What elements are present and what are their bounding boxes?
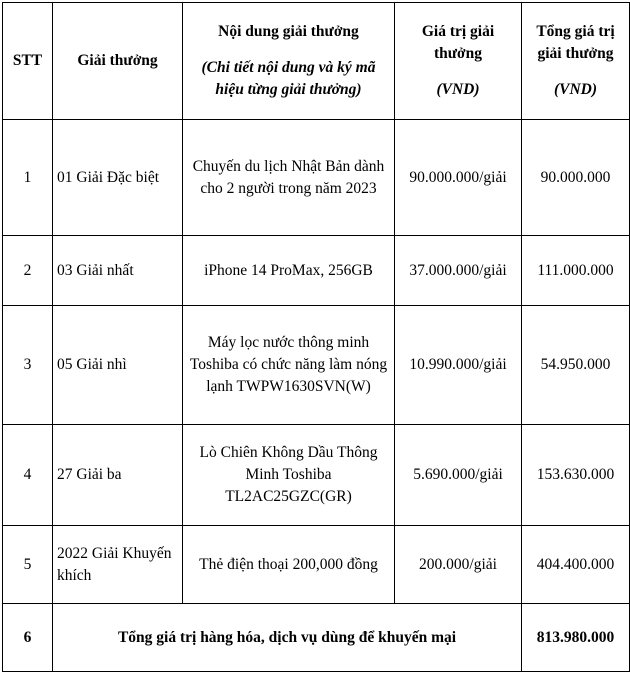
row-stt: 1 bbox=[3, 120, 53, 236]
total-row bbox=[3, 604, 630, 672]
table-row bbox=[3, 526, 630, 604]
header-content-note: (Chi tiết nội dung và ký mã hiệu từng giải thưởng) bbox=[201, 59, 376, 98]
header-row bbox=[3, 3, 630, 120]
row-total-value: 153.630.000 bbox=[522, 425, 630, 526]
row-stt: 4 bbox=[3, 425, 53, 526]
table-row bbox=[3, 236, 630, 306]
row-content: iPhone 14 ProMax, 256GB bbox=[183, 236, 395, 306]
row-prize: 05 Giải nhì bbox=[53, 306, 183, 425]
header-total-value bbox=[522, 3, 630, 120]
row-prize: 27 Giải ba bbox=[53, 425, 183, 526]
header-stt: STT bbox=[3, 3, 53, 120]
header-content bbox=[183, 3, 395, 120]
row-prize: 01 Giải Đặc biệt bbox=[53, 120, 183, 236]
row-unit-value: 5.690.000/giải bbox=[395, 425, 522, 526]
prize-table bbox=[2, 2, 630, 672]
row-unit-value: 200.000/giải bbox=[395, 526, 522, 604]
row-content: Lò Chiên Không Dầu Thông Minh Toshiba TL2AC25GZC(GR) bbox=[183, 425, 395, 526]
header-total-value-currency: (VND) bbox=[553, 81, 598, 98]
row-prize: 2022 Giải Khuyến khích bbox=[53, 526, 183, 604]
row-prize: 03 Giải nhất bbox=[53, 236, 183, 306]
header-total-value-title: Tổng giá trị giải thưởng bbox=[536, 23, 615, 62]
total-row-stt: 6 bbox=[3, 604, 53, 672]
row-unit-value: 10.990.000/giải bbox=[395, 306, 522, 425]
row-stt: 3 bbox=[3, 306, 53, 425]
row-unit-value: 37.000.000/giải bbox=[395, 236, 522, 306]
row-content: Thẻ điện thoại 200,000 đồng bbox=[183, 526, 395, 604]
row-total-value: 111.000.000 bbox=[522, 236, 630, 306]
table-row bbox=[3, 425, 630, 526]
row-content: Chuyến du lịch Nhật Bản dành cho 2 người trong năm 2023 bbox=[183, 120, 395, 236]
table-row bbox=[3, 306, 630, 425]
row-stt: 5 bbox=[3, 526, 53, 604]
row-stt: 2 bbox=[3, 236, 53, 306]
total-row-label: Tổng giá trị hàng hóa, dịch vụ dùng để khuyến mại bbox=[53, 604, 522, 672]
header-unit-value-title: Giá trị giải thưởng bbox=[421, 23, 495, 62]
header-unit-value-currency: (VND) bbox=[436, 81, 480, 98]
row-unit-value: 90.000.000/giải bbox=[395, 120, 522, 236]
row-total-value: 90.000.000 bbox=[522, 120, 630, 236]
row-total-value: 54.950.000 bbox=[522, 306, 630, 425]
header-unit-value bbox=[395, 3, 522, 120]
row-content: Máy lọc nước thông minh Toshiba có chức năng làm nóng lạnh TWPW1630SVN(W) bbox=[183, 306, 395, 425]
header-prize: Giải thưởng bbox=[53, 3, 183, 120]
total-row-value: 813.980.000 bbox=[522, 604, 630, 672]
header-content-title: Nội dung giải thưởng bbox=[218, 23, 359, 40]
table-row bbox=[3, 120, 630, 236]
row-total-value: 404.400.000 bbox=[522, 526, 630, 604]
